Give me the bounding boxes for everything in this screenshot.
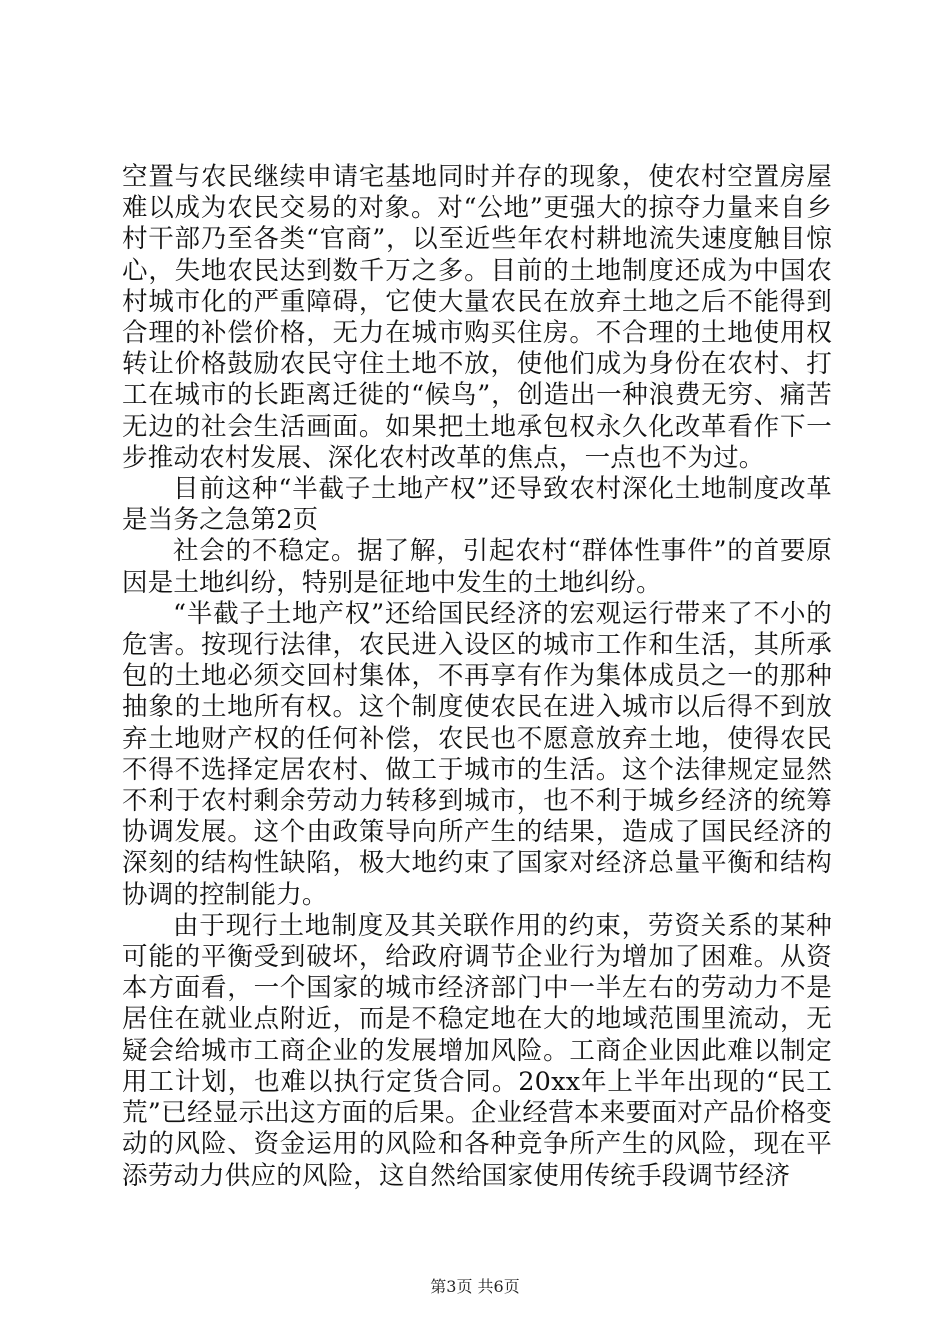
paragraph-4: “半截子土地产权”还给国民经济的宏观运行带来了不小的危害。按现行法律，农民进入设区的城市工作和生活，其所承包的土地必须交回村集体，不再享有作为集体成员之一的那种抽象的土地所有权。这个制度使农民在进入城市以后得不到放弃土地财产权的任何补偿，农民也不愿意放弃土地，使得农民不得不选择定居农村、做工于城市的生活。这个法律规定显然不利于农村剩余劳动力转移到城市，也不利于城乡经济的统筹协调发展。这个由政策导向所产生的结果，造成了国民经济的深刻的结构性缺陷，极大地约束了国家对经济总量平衡和结构协调的控制能力。	[122, 598, 832, 910]
paragraph-1: 空置与农民继续申请宅基地同时并存的现象，使农村空置房屋难以成为农民交易的对象。对“公地”更强大的掠夺力量来自乡村干部乃至各类“官商”，以至近些年农村耕地流失速度触目惊心，失地农民达到数千万之多。目前的土地制度还成为中国农村城市化的严重障碍，它使大量农民在放弃土地之后不能得到合理的补偿价格，无力在城市购买住房。不合理的土地使用权转让价格鼓励农民守住土地不放，使他们成为身份在农村、打工在城市的长距离迁徙的“候鸟”，创造出一种浪费无穷、痛苦无边的社会生活画面。如果把土地承包权永久化改革看作下一步推动农村发展、深化农村改革的焦点，一点也不为过。	[122, 162, 832, 473]
paragraph-5: 由于现行土地制度及其关联作用的约束，劳资关系的某种可能的平衡受到破坏，给政府调节企业行为增加了困难。从资本方面看，一个国家的城市经济部门中一半左右的劳动力不是居住在就业点附近，而是不稳定地在大的地域范围里流动，无疑会给城市工商企业的发展增加风险。工商企业因此难以制定用工计划，也难以执行定货合同。20xx年上半年出现的“民工荒”已经显示出这方面的后果。企业经营本来要面对产品价格变动的风险、资金运用的风险和各种竞争所产生的风险，现在平添劳动力供应的风险，这自然给国家使用传统手段调节经济	[122, 910, 832, 1191]
paragraph-3: 社会的不稳定。据了解，引起农村“群体性事件”的首要原因是土地纠纷，特别是征地中发生的土地纠纷。	[122, 536, 832, 598]
paragraph-2: 目前这种“半截子土地产权”还导致农村深化土地制度改革是当务之急第2页	[122, 474, 832, 536]
page-number-footer: 第3页 共6页	[430, 1277, 520, 1296]
document-body	[122, 162, 832, 1192]
